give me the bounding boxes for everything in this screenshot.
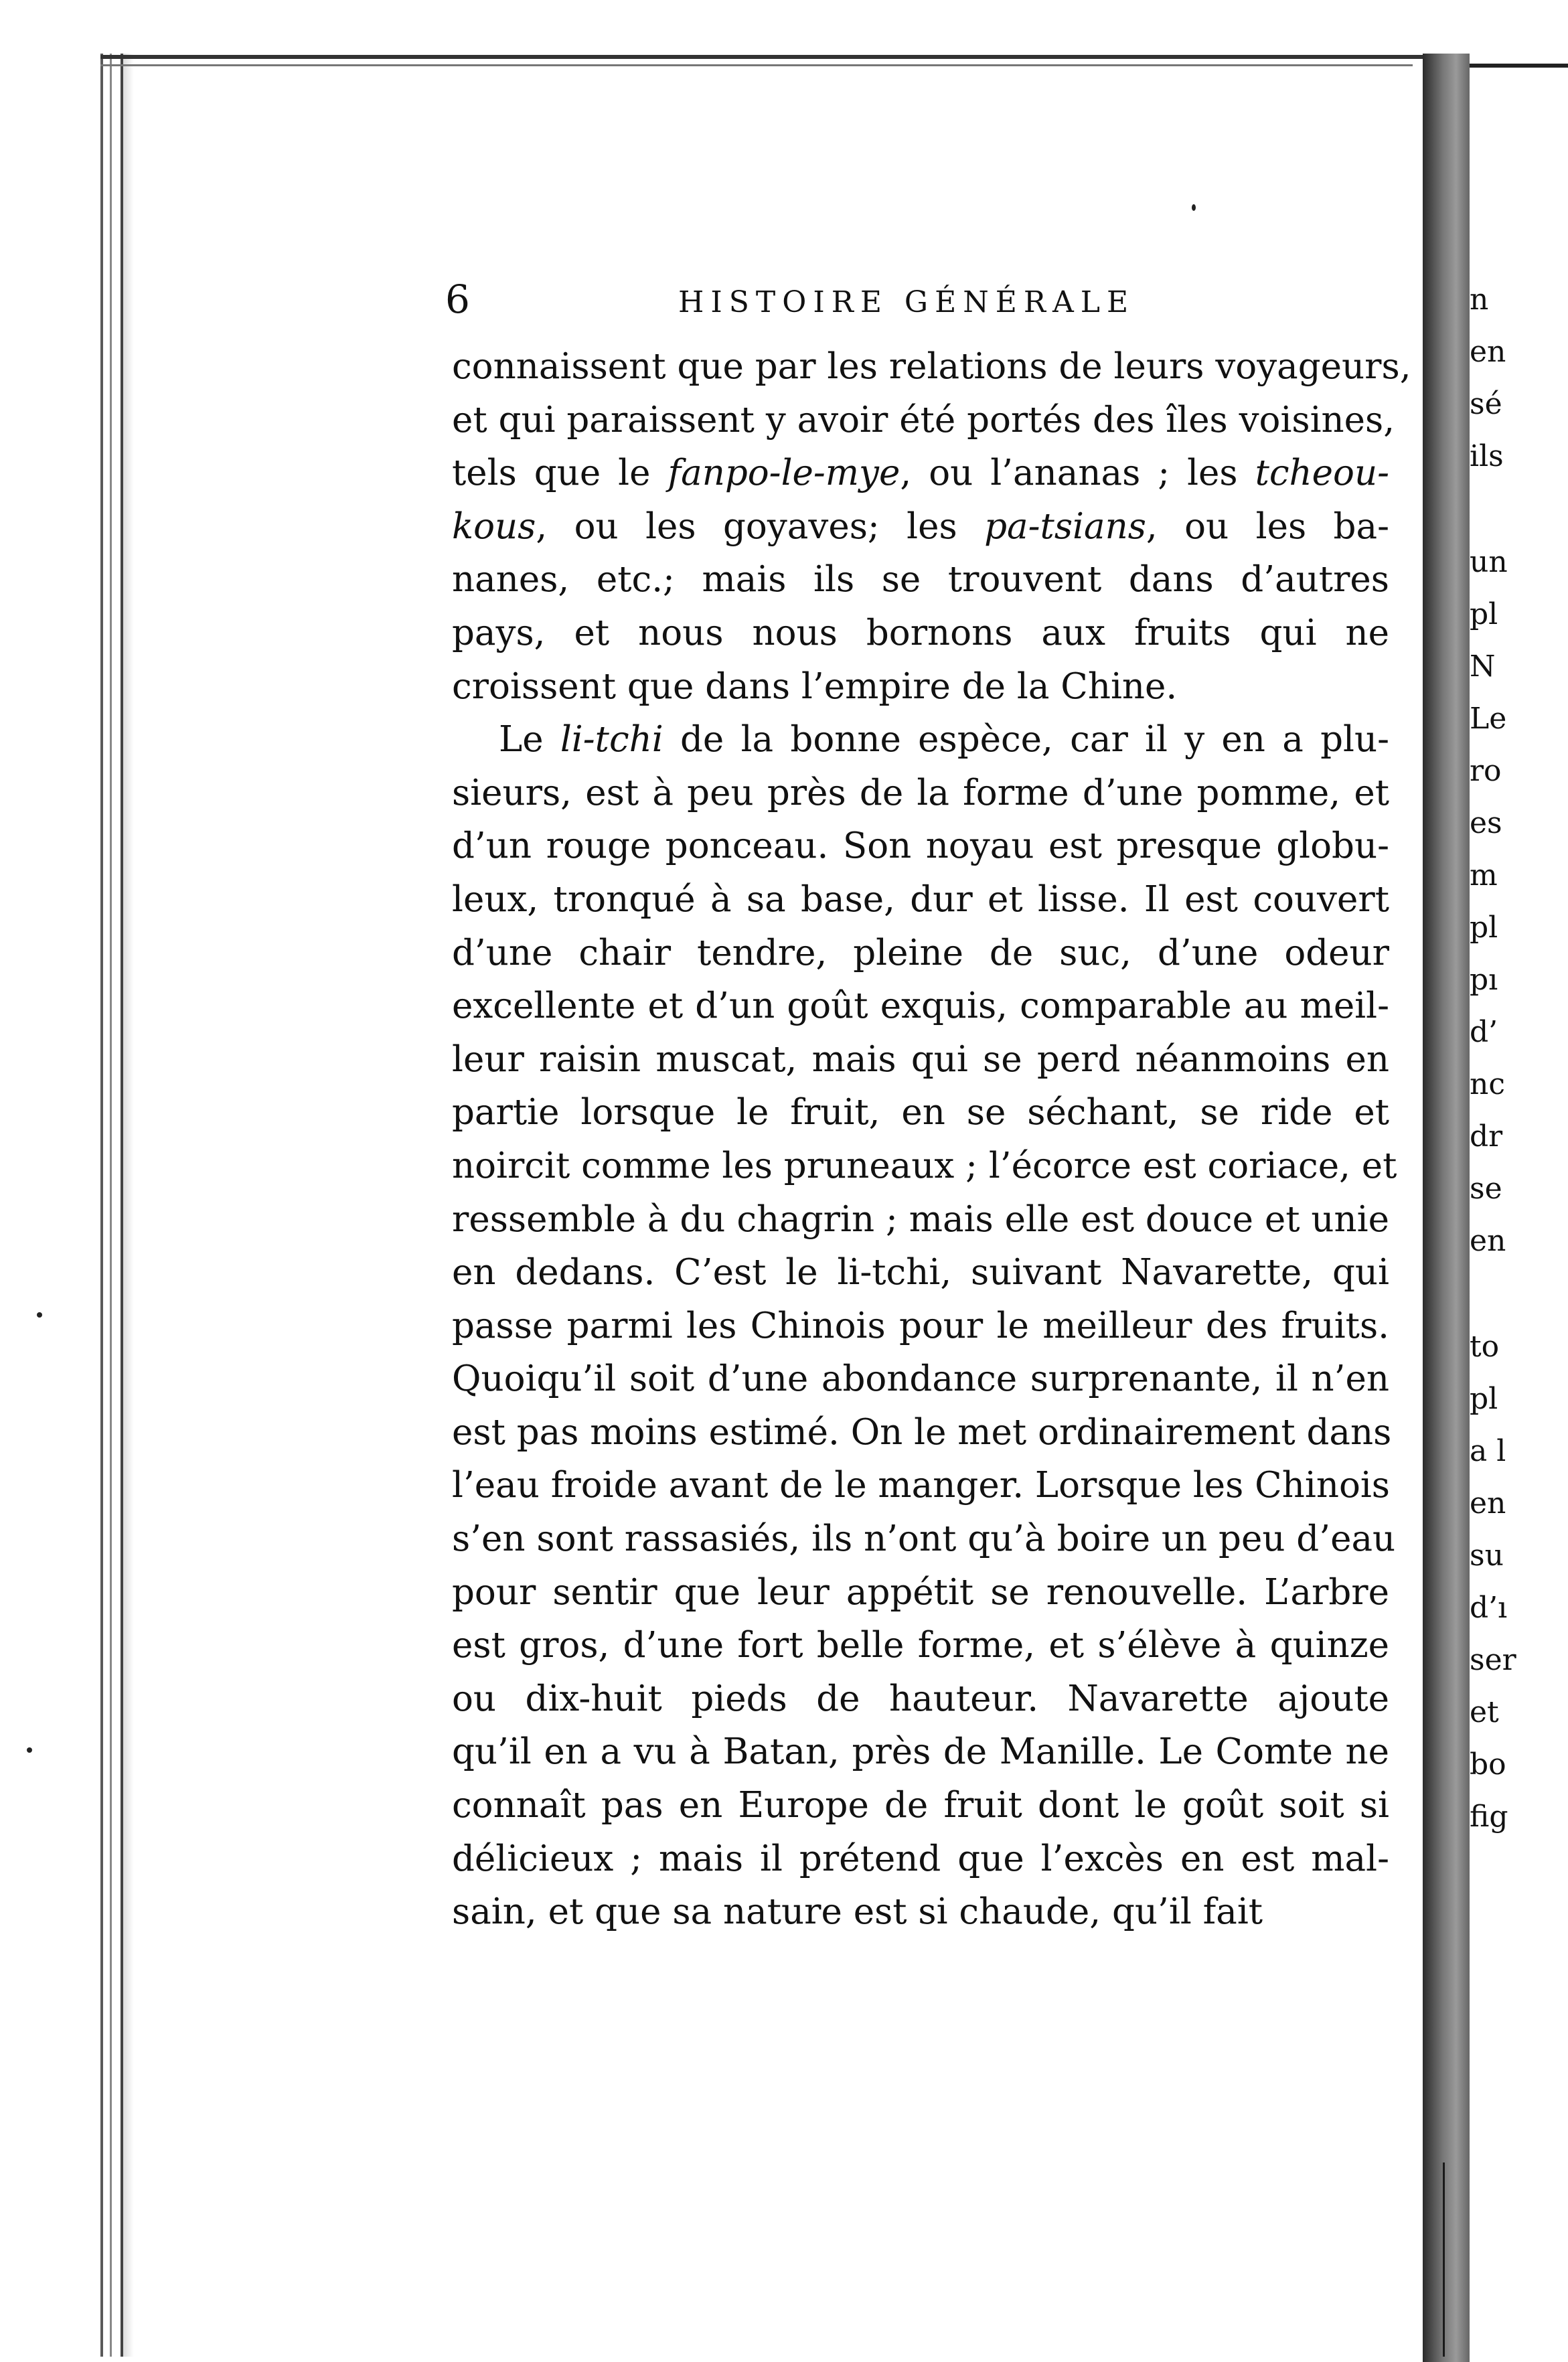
text-line: partie lorsque le fruit, en se séchant, se ride et <box>452 1092 1389 1133</box>
facing-page-text-fragment: N <box>1470 649 1496 684</box>
facing-page-text-fragment: n <box>1470 283 1489 317</box>
text-line: s’en sont rassasiés, ils n’ont qu’à boire un peu d’eau <box>452 1518 1396 1560</box>
facing-page-text-fragment: dr <box>1470 1119 1503 1154</box>
facing-page-text-fragment: es <box>1470 806 1502 840</box>
facing-page-text-fragment: m <box>1470 858 1498 892</box>
top-scan-border <box>100 55 1439 59</box>
facing-page-text-fragment: ils <box>1470 439 1504 473</box>
text-line: sain, et que sa nature est si chaude, qu’il fait <box>452 1891 1263 1933</box>
facing-page-text-fragment: ser <box>1470 1643 1516 1677</box>
running-title: HISTOIRE GÉNÉRALE <box>678 285 1135 319</box>
page-number: 6 <box>445 277 470 322</box>
text-line <box>452 447 1389 500</box>
italic-term: tcheou- <box>1255 453 1389 494</box>
text-line: est pas moins estimé. On le met ordinairement dans <box>452 1411 1392 1453</box>
text-segment: , ou les ba- <box>1146 505 1389 547</box>
text-line <box>452 500 1389 554</box>
facing-page-text-fragment: se <box>1470 1172 1502 1206</box>
text-line: est gros, d’une fort belle forme, et s’élève à quinze <box>452 1625 1389 1666</box>
facing-page-text-fragment: pl <box>1470 597 1498 631</box>
facing-page-text-fragment: bo <box>1470 1747 1506 1782</box>
text-line: l’eau froide avant de le manger. Lorsque les Chinois <box>452 1465 1391 1506</box>
text-line <box>452 713 1389 767</box>
italic-term: pa-tsians <box>984 505 1146 547</box>
text-line: qu’il en a vu à Batan, près de Manille. Le Comte ne <box>452 1731 1389 1773</box>
facing-page-text-fragment: d’ <box>1470 1015 1498 1049</box>
body-text <box>452 340 1411 1939</box>
text-line: pays, et nous nous bornons aux fruits qui ne <box>452 612 1389 653</box>
facing-page-text-fragment: nc <box>1470 1067 1505 1101</box>
italic-term: fanpo-le-mye <box>668 453 900 494</box>
facing-page-text-fragment: a l <box>1470 1434 1506 1468</box>
text-line: connaissent que par les relations de leurs voyageurs, <box>452 346 1411 387</box>
facing-page-text-fragment: su <box>1470 1539 1504 1573</box>
facing-page-fragment <box>1470 64 1568 2362</box>
left-page-edge <box>100 54 164 2357</box>
facing-page-text-fragment: pl <box>1470 911 1498 945</box>
text-line: Quoiqu’il soit d’une abondance surprenante, il n’en <box>452 1358 1389 1400</box>
gutter-shadow-line <box>1443 2162 1445 2357</box>
book-gutter <box>1423 54 1470 2362</box>
text-segment: , ou l’ananas ; les <box>900 453 1255 494</box>
text-line: nanes, etc.; mais ils se trouvent dans d’autres <box>452 559 1389 601</box>
text-line: noircit comme les pruneaux ; l’écorce est coriace, et <box>452 1145 1397 1186</box>
facing-page-text-fragment: en <box>1470 1224 1506 1258</box>
facing-page-text-fragment: Le <box>1470 702 1507 736</box>
facing-page-text-fragment: ro <box>1470 754 1502 788</box>
text-line: excellente et d’un goût exquis, comparable au meil- <box>452 986 1389 1027</box>
facing-page-text-fragment: un <box>1470 545 1508 579</box>
text-line: leur raisin muscat, mais qui se perd néanmoins en <box>452 1038 1389 1080</box>
running-head <box>445 277 1396 322</box>
text-line: passe parmi les Chinois pour le meilleur des fruits. <box>452 1305 1389 1346</box>
facing-page-text-fragment: pl <box>1470 1382 1498 1416</box>
italic-term: kous <box>452 505 536 547</box>
facing-page-text-fragment: en <box>1470 1486 1506 1520</box>
text-line: d’un rouge ponceau. Son noyau est presque globu- <box>452 825 1389 867</box>
text-line: en dedans. C’est le li-tchi, suivant Navarette, qui <box>452 1252 1389 1293</box>
facing-page-text-fragment: pı <box>1470 963 1498 997</box>
text-line: ressemble à du chagrin ; mais elle est douce et unie <box>452 1198 1389 1240</box>
text-segment: tels que le <box>452 453 668 494</box>
text-line: d’une chair tendre, pleine de suc, d’une odeur <box>452 932 1389 973</box>
text-line: croissent que dans l’empire de la Chine. <box>452 665 1178 707</box>
facing-page-text-fragment: et <box>1470 1695 1499 1729</box>
facing-page-text-fragment: en <box>1470 335 1506 369</box>
facing-page-text-fragment: d’ı <box>1470 1591 1508 1625</box>
text-segment: , ou les goyaves; les <box>536 505 985 547</box>
text-line: ou dix-huit pieds de hauteur. Navarette ajoute <box>452 1678 1389 1719</box>
text-line: délicieux ; mais il prétend que l’excès en est mal- <box>452 1838 1389 1879</box>
text-line: connaît pas en Europe de fruit dont le goût soit si <box>452 1785 1389 1826</box>
top-scan-border-inner <box>100 64 1413 66</box>
text-line: leux, tronqué à sa base, dur et lisse. Il est couvert <box>452 878 1389 920</box>
facing-page-text-fragment: sé <box>1470 387 1502 421</box>
scan-speck <box>27 1747 32 1753</box>
text-line: et qui paraissent y avoir été portés des îles voisines, <box>452 399 1395 441</box>
italic-term: li-tchi <box>560 719 663 761</box>
text-line: sieurs, est à peu près de la forme d’une pomme, et <box>452 772 1389 813</box>
scan-speck <box>1192 204 1196 211</box>
text-segment: Le <box>499 719 560 761</box>
text-segment: de la bonne espèce, car il y en a plu- <box>663 719 1389 761</box>
text-line: pour sentir que leur appétit se renouvelle. L’arbre <box>452 1571 1389 1613</box>
facing-page-text-fragment: fig <box>1470 1800 1508 1834</box>
scan-speck <box>37 1312 42 1318</box>
facing-page-text-fragment: to <box>1470 1330 1500 1364</box>
